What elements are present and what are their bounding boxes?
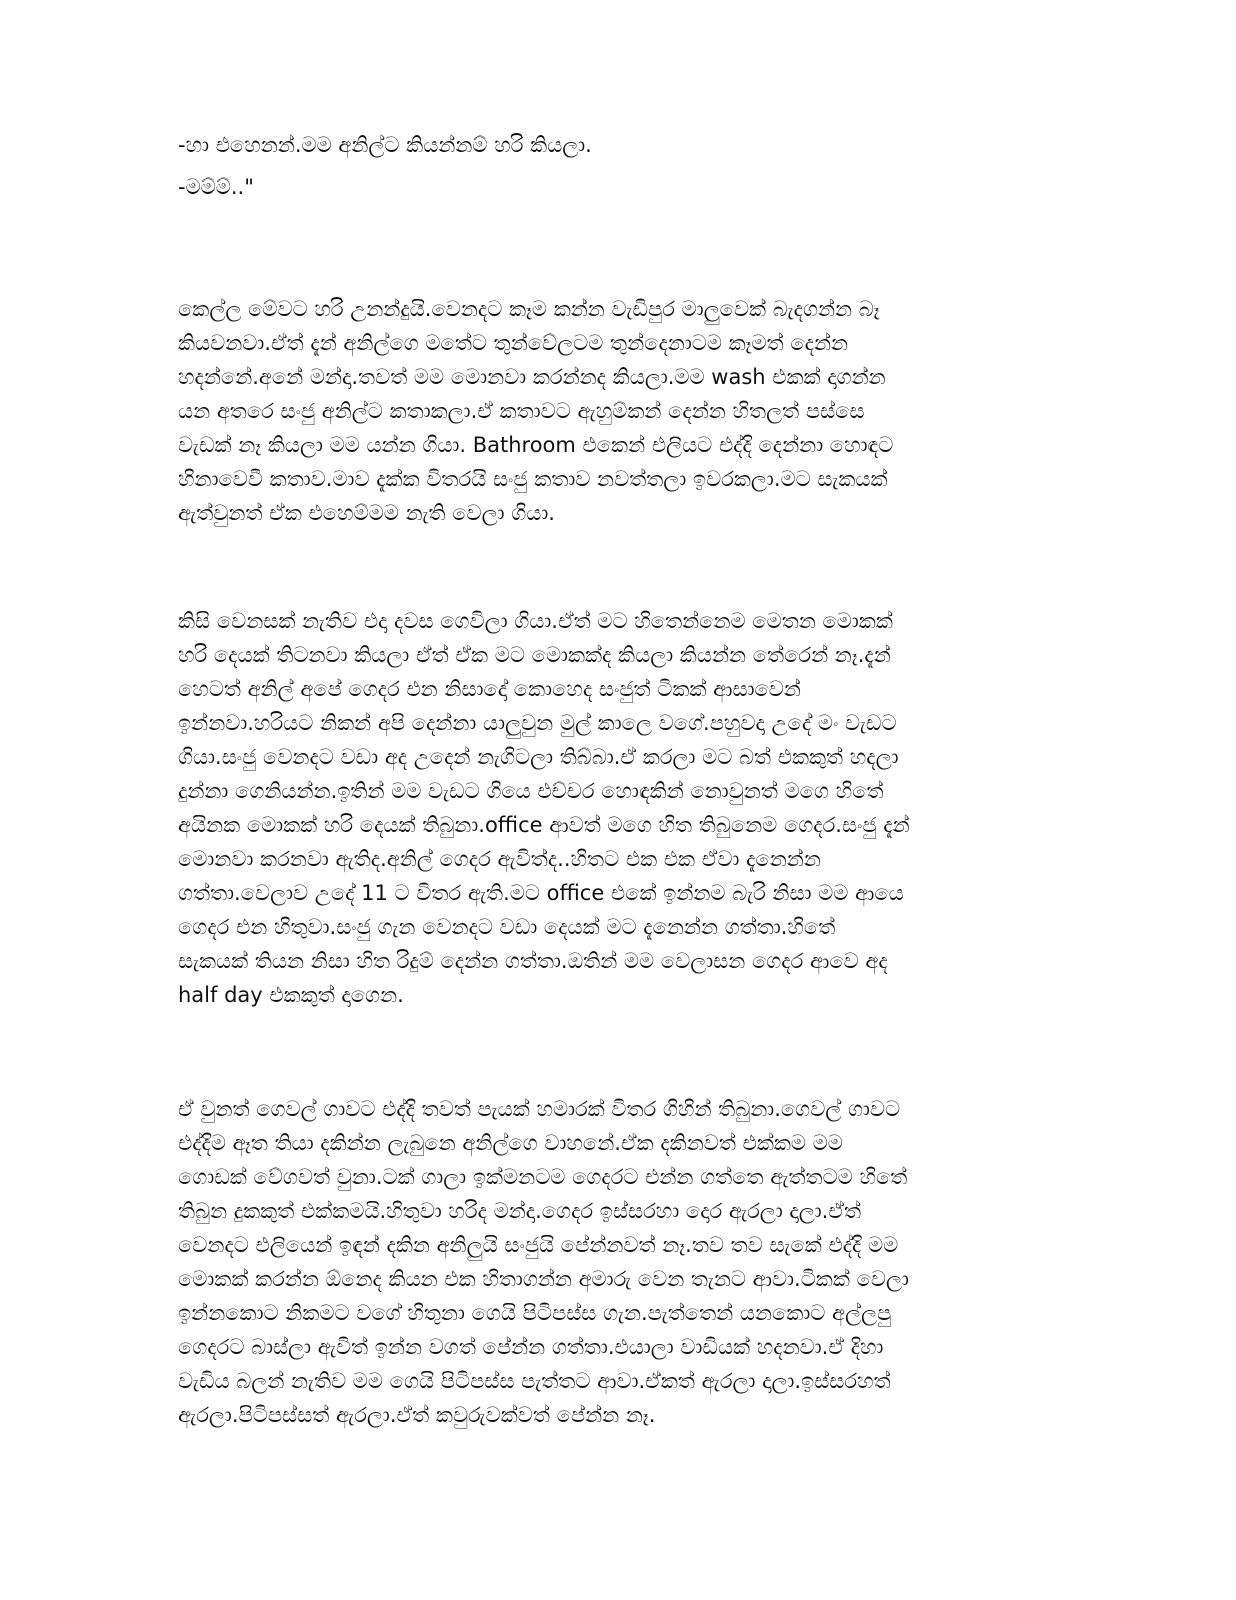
- text-line: ගත්තා.වෙලාව උදේ 11 ට විතර ඇති.මට office එකේ ඉන්නම බැරි නිසා මම ආයෙ: [178, 881, 904, 905]
- text-line: මොකක් කරන්න ඕනෙද කියන එක හිතාගන්න අමාරු වෙන තැනට ආවා.ටිකක් වෙලා: [178, 1267, 909, 1291]
- dialogue-line: -හා එහෙනන්.මම අනිල්ට කියන්නම් හරි කියලා.: [178, 133, 592, 157]
- text-line: ඉන්නවා.හරියට නිකන් අපි දෙන්නා යාලුවුන මුල් කාලෙ වගේ.පහුවදා උදේ මං වැඩට: [178, 711, 897, 735]
- dialogue-block: [178, 128, 1076, 204]
- text-line: දුන්නා ගෙනියන්න.ඉතින් මම වැඩට ගියෙ එච්චර හොඳකින් නොවුනත් මගෙ හිතේ: [178, 779, 884, 803]
- text-line: හරි දෙයක් තිටනවා කියලා ඒත් ඒක මට මොකක්ද කියලා කියන්න තේරෙන් නෑ.දැන්: [178, 643, 891, 667]
- paragraph-gap: [178, 212, 1076, 292]
- text-line: ඉන්නකොට නිකමට වගේ හිතුනා ගෙයි පිටිපස්ස ගැන.පැත්තෙන් යනකොට අල්ලපු: [178, 1301, 892, 1325]
- text-line: ගියා.සංජු වෙනදට වඩා අද උදෙන් නැගිටලා තිබ්බා.ඒ කරලා මට බත් එකකුත් හදලා: [178, 745, 899, 769]
- text-line: ඇත්වුනත් ඒක එහෙම්මම නැති වෙලා ගියා.: [178, 501, 555, 525]
- text-line: කියවනවා.ඒත් දැන් අනිල්ගෙ මතේට තුන්වේලටම තුන්දෙනාටම කෑමත් දෙන්න: [178, 331, 849, 355]
- text-line: ඇරලා.පිටිපස්සත් ඇරලා.ඒත් කවුරුවක්වත් පේන්න නෑ.: [178, 1403, 656, 1427]
- paragraph-gap: [178, 1012, 1076, 1092]
- text-line: සැකයක් තියන නිසා හිත රිදුම් දෙන්න ගත්තා.ඔතින් මම වෙලාසන ගෙදර ආවෙ අද: [178, 949, 888, 973]
- text-line: ඒ වුනත් ගෙවල් ගාවට එද්දි තවත් පැයක් හමාරක් විතර ගිහින් තිබුනා.ගෙවල් ගාවට: [178, 1097, 901, 1121]
- paragraph-2: [178, 604, 1076, 1012]
- text-line: හෙටත් අනිල් අපේ ගෙදර එන නිසාදෝ කොහෙද සංජුත් ටිකක් ආසාවෙන්: [178, 677, 801, 701]
- text-line: half day එකකුත් දාගෙන.: [178, 983, 404, 1007]
- text-line: යන අතරෙ සංජු අනිල්ට කතාකලා.ඒ කතාවට ඇහුම්කන් දෙන්න හිතලත් පස්සෙ: [178, 399, 865, 423]
- paragraph-gap: [178, 530, 1076, 604]
- text-line: ගෙදර එන හිතුවා.සංජු ගැන වෙනදට වඩා දෙයක් මට දැනෙන්න ගත්තා.හිතේ: [178, 915, 836, 939]
- text-line: එද්දිම ඈත තියා දකින්න ලැබුනෙ අනිල්ගෙ වාහනේ.ඒක දකිනවත් එක්කම මම: [178, 1131, 843, 1155]
- text-line: ගොඩක් වේගවත් වුනා.ටක් ගාලා ඉක්මනටම ගෙදරට එන්න ගත්තෙ ඇත්තටම හිතේ: [178, 1165, 908, 1189]
- document-page: [178, 128, 1076, 1568]
- text-line: අයිනක මොකක් හරි දෙයක් තිබුනා.office ආවත් මගෙ හිත තිබුනෙම ගෙදර.සංජු දැන්: [178, 813, 910, 837]
- text-line: වැඩිය බලන් නැතිව මම ගෙයි පිටිපස්ස පැත්තට ආවා.ඒකත් ඇරලා දාලා.ඉස්සරහත්: [178, 1369, 891, 1393]
- text-line: තිබුන දුකකුත් එක්කමයි.හිතුවා හරිද මන්දා.ගෙදර ඉස්සරහා දොර ඇරලා දාලා.ඒත්: [178, 1199, 862, 1223]
- text-line: වැඩක් නෑ කියලා මම යන්න ගියා. Bathroom එකෙන් එලියට එද්දි දෙන්නා හොඳට: [178, 433, 894, 457]
- paragraph-1: [178, 292, 1076, 530]
- text-line: කෙල්ල මේවට හරි උනන්දුයි.වෙනදට කෑම කන්න වැඩිපුර මාලුවෙක් බැදගන්න බෑ: [178, 297, 880, 321]
- text-line: ගෙදරට බාස්ලා ඇවිත් ඉන්න වගත් පේන්න ගත්තා.එයාලා වාඩියක් හදනවා.ඒ දිහා: [178, 1335, 884, 1359]
- text-line: හිනාවෙවී කතාව.මාව දැක්ක විතරයි සංජු කතාව නවත්තලා ඉවරකලා.මට සැකයක්: [178, 467, 888, 491]
- text-line: වෙනදට එලියෙන් ඉඳන් දකින අනිලුයි සංජුයි පේන්නවත් නෑ.තව තව සැකේ එද්දි මම: [178, 1233, 899, 1257]
- text-line: මොනවා කරනවා ඇතිද.අනිල් ගෙදර ඇවිත්ද..හිතට එක එක ඒවා දැනෙන්න: [178, 847, 821, 871]
- text-line: හදන්නේ.අනේ මන්දා.තවත් මම මොනවා කරන්නද කියලා.මම wash එකක් දාගන්න: [178, 365, 886, 389]
- paragraph-3: [178, 1092, 1076, 1432]
- text-line: කිසි වෙනසක් නැතිව එදා දවස ගෙවිලා ගියා.ඒත් මට හිතෙන්නෙම මෙතන මොකක්: [178, 609, 893, 633]
- dialogue-line: -මම්ම්..": [178, 175, 254, 199]
